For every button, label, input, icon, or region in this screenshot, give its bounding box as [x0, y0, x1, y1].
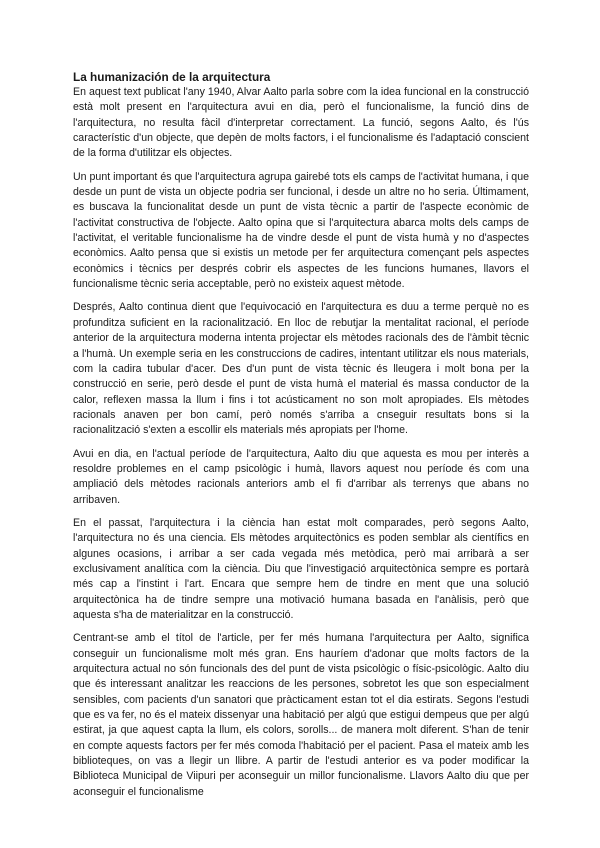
paragraph-2: Un punt important és que l'arquitectura agrupa gairebé tots els camps de l'activitat humana, i que desde un punt de vista un objecte podria ser funcional, i desde un altre no ho seria. Últimament, es buscava la funcionalitat desde un punt de vista tècnic a partir de l'aspecte econòmic de l'activitat constructiva de l'objecte. Aalto opina que si l'arquitectura abarca molts dels camps de l'activitat, el veritable funcionalisme ha de vindre desde el punt de vista humà y no d'aspectes econòmics. Aalto pensa que si existis un metode per fer arquitectura començant pels aspectes econòmics i tècnics per després cobrir els aspectes de les funcions humanes, llavors el funcionalisme tècnic seria acceptable, però no existeix aquest mètode.: [73, 170, 529, 291]
paragraph-5: En el passat, l'arquitectura i la ciència han estat molt comparades, però segons Aalto, l'arquitectura no és una ciencia. Els mètodes arquitectònics es poden semblar als científics en algunes ocasions, i arribar a ser cada vegada més metòdica, però mai arribarà a ser exclusivament analítica com la ciència. Diu que l'investigació arquitectònica sempre es portarà més cap a l'instint i l'art. Encara que sempre hem de tindre en ment que una solució arquitectònica ha de tindre sempre una motivació humana basada en l'anàlisis, però que aquesta s'ha de materialitzar en la construcció.: [73, 516, 529, 621]
document-title: La humanización de la arquitectura: [73, 70, 271, 84]
paragraph-1: En aquest text publicat l'any 1940, Alvar Aalto parla sobre com la idea funcional en la construcció està molt present en l'arquitectura avui en dia, però el funcionalisme, la funció dins de l'arquitectura, no resulta fàcil d'interpretar correctament. La funció, segons Aalto, és l'ús característic d'un objecte, que depèn de molts factors, i el funcionalisme és l'adaptació conscient de la forma d'utilitzar els objectes.: [73, 86, 529, 160]
paragraph-6: Centrant-se amb el títol de l'article, per fer més humana l'arquitectura per Aalto, significa conseguir un funcionalisme molt més gran. Ens hauríem d'adonar que molts factors de la arquitectura actual no són funcionals des del punt de vista psicològic o físic-psicològic. Aalto diu que és interessant analitzar les reaccions de les persones, sobretot les que son especialment sensibles, com pacients d'un sanatori que pràcticament estan tot el dia estirats. Segons l'estudi que es va fer, no és el mateix dissenyar una habitació per algú que estigui dempeus que per algú estirat, ja que aquest capta la llum, els colors, sorolls... de manera molt diferent. S'han de tenir en compte aquests factors per fer més comoda l'habitació per el pacient. Pasa el mateix amb les biblioteques, on vas a llegir un llibre. A partir de l'estudi anterior es va poder modificar la Biblioteca Municipal de Viipuri per aconseguir un millor funcionalisme. Llavors Aalto diu que per aconseguir el funcionalisme: [73, 632, 529, 798]
paragraph-3: Després, Aalto continua dient que l'equivocació en l'arquitectura es duu a terme perquè no es profunditza suficient en la racionalització. En lloc de rebutjar la mentalitat racional, el període anterior de la arquitectura moderna intenta projectar els mètodes racionals des de l'àmbit tècnic a l'humà. Un exemple seria en les construccions de cadires, intentant utilitzar els nous materials, com la cadira tubular d'acer. Des d'un punt de vista tècnic és lleugera i molt bona per la construcció en serie, però desde el punt de vista humà el material és massa conductor de la calor, reflexen massa la llum i fins i tot acústicament no son molt apropiades. Els mètodes racionals anaven per bon camí, però només s'arriba a cnseguir resultats bons si la racionalització s'exten a escollir els materials més apropiats per l'home.: [73, 301, 529, 437]
document-page: [73, 70, 529, 808]
paragraph-4: Avui en dia, en l'actual període de l'arquitectura, Aalto diu que aquesta es mou per interès a resoldre problemes en el camp psicològic i humà, llavors aquest nou període és com una ampliació dels mètodes racionals anteriors amb el fi d'arribar als terrenys que abans no arribaven.: [73, 447, 529, 506]
